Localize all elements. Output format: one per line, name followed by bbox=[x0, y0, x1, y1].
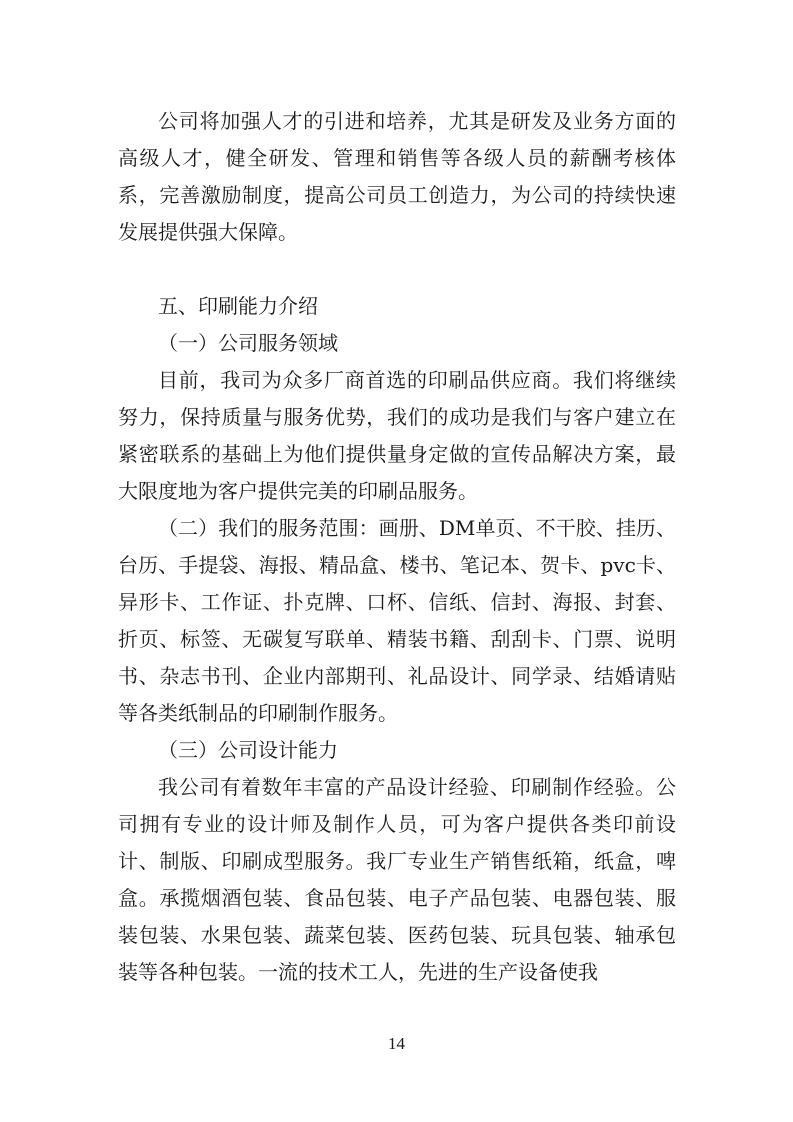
paragraph-design-capability: 我公司有着数年丰富的产品设计经验、印刷制作经验。公司拥有专业的设计师及制作人员，可为客户提供各类印前设计、制版、印刷成型服务。我厂专业生产销售纸箱，纸盒，啤盒。承揽烟酒包装、食品包装、电子产品包装、电器包装、服装包装、水果包装、蔬菜包装、医药包装、玩具包装、轴承包装等各种包装。一流的技术工人，先进的生产设备使我 bbox=[118, 775, 676, 984]
document-body bbox=[118, 103, 676, 991]
paragraph-service-field: 目前，我司为众多厂商首选的印刷品供应商。我们将继续努力，保持质量与服务优势，我们的成功是我们与客户建立在紧密联系的基础上为他们提供量身定做的宣传品解决方案，最大限度地为客户提供完美的印刷品服务。 bbox=[118, 368, 676, 503]
section-title: 五、印刷能力介绍 bbox=[158, 294, 318, 318]
section-gap bbox=[118, 251, 676, 288]
subsection-title-service-field: （一）公司服务领域 bbox=[158, 331, 338, 355]
subsection-title-design-capability: （三）公司设计能力 bbox=[158, 738, 338, 762]
page-number: 14 bbox=[388, 1034, 405, 1053]
paragraph-service-scope: （二）我们的服务范围：画册、DM单页、不干胶、挂历、台历、手提袋、海报、精品盒、楼书、笔记本、贺卡、pvc卡、异形卡、工作证、扑克牌、口杯、信纸、信封、海报、封套、折页、标签、无碳复写联单、精装书籍、刮刮卡、门票、说明书、杂志书刊、企业内部期刊、礼品设计、同学录、结婚请贴等各类纸制品的印刷制作服务。 bbox=[118, 516, 676, 725]
paragraph-talent: 公司将加强人才的引进和培养，尤其是研发及业务方面的高级人才，健全研发、管理和销售等各级人员的薪酬考核体系，完善激励制度，提高公司员工创造力，为公司的持续快速发展提供强大保障。 bbox=[118, 109, 676, 244]
